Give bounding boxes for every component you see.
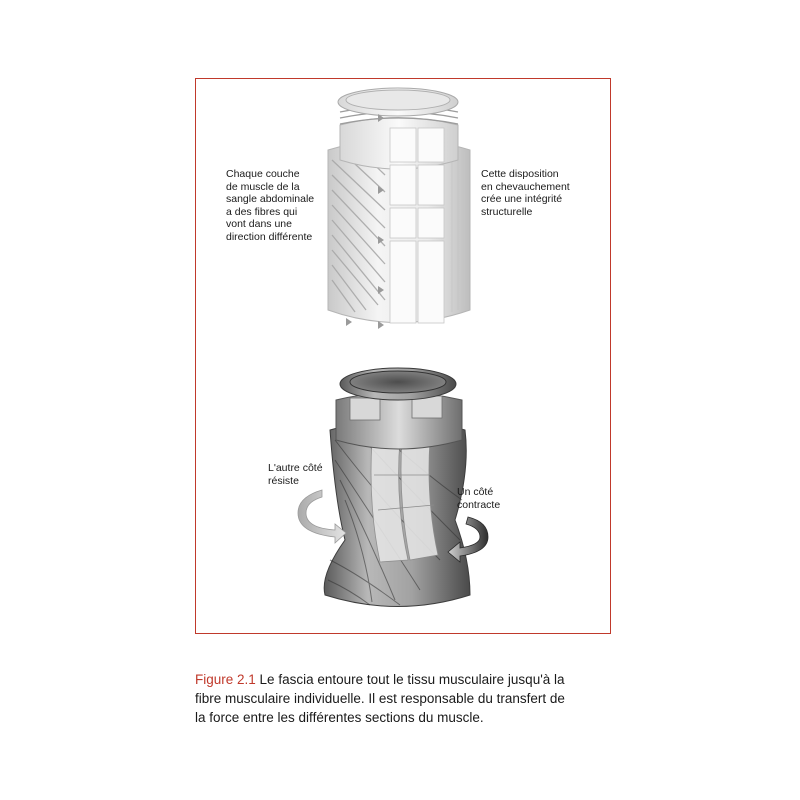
label-one-side-contracts: Un côté contracte xyxy=(457,486,501,511)
label-overlap-integrity: Cette disposition en chevauchement crée une intégrité structurelle xyxy=(481,168,570,218)
caption-text: Le fascia entoure tout le tissu musculaire jusqu'à la fibre musculaire individuelle. Il est responsable du transfert de la force entre les différentes sections du muscle. xyxy=(195,672,565,725)
figure-caption xyxy=(195,670,575,727)
label-layer-directions: Chaque couche de muscle de la sangle abdominale a des fibres qui vont dans une direction différente xyxy=(226,168,315,243)
label-other-side-resists: L'autre côté résiste xyxy=(268,462,323,487)
figure-number: Figure 2.1 xyxy=(195,672,256,687)
twisted-cylinder-bottom xyxy=(324,368,470,607)
